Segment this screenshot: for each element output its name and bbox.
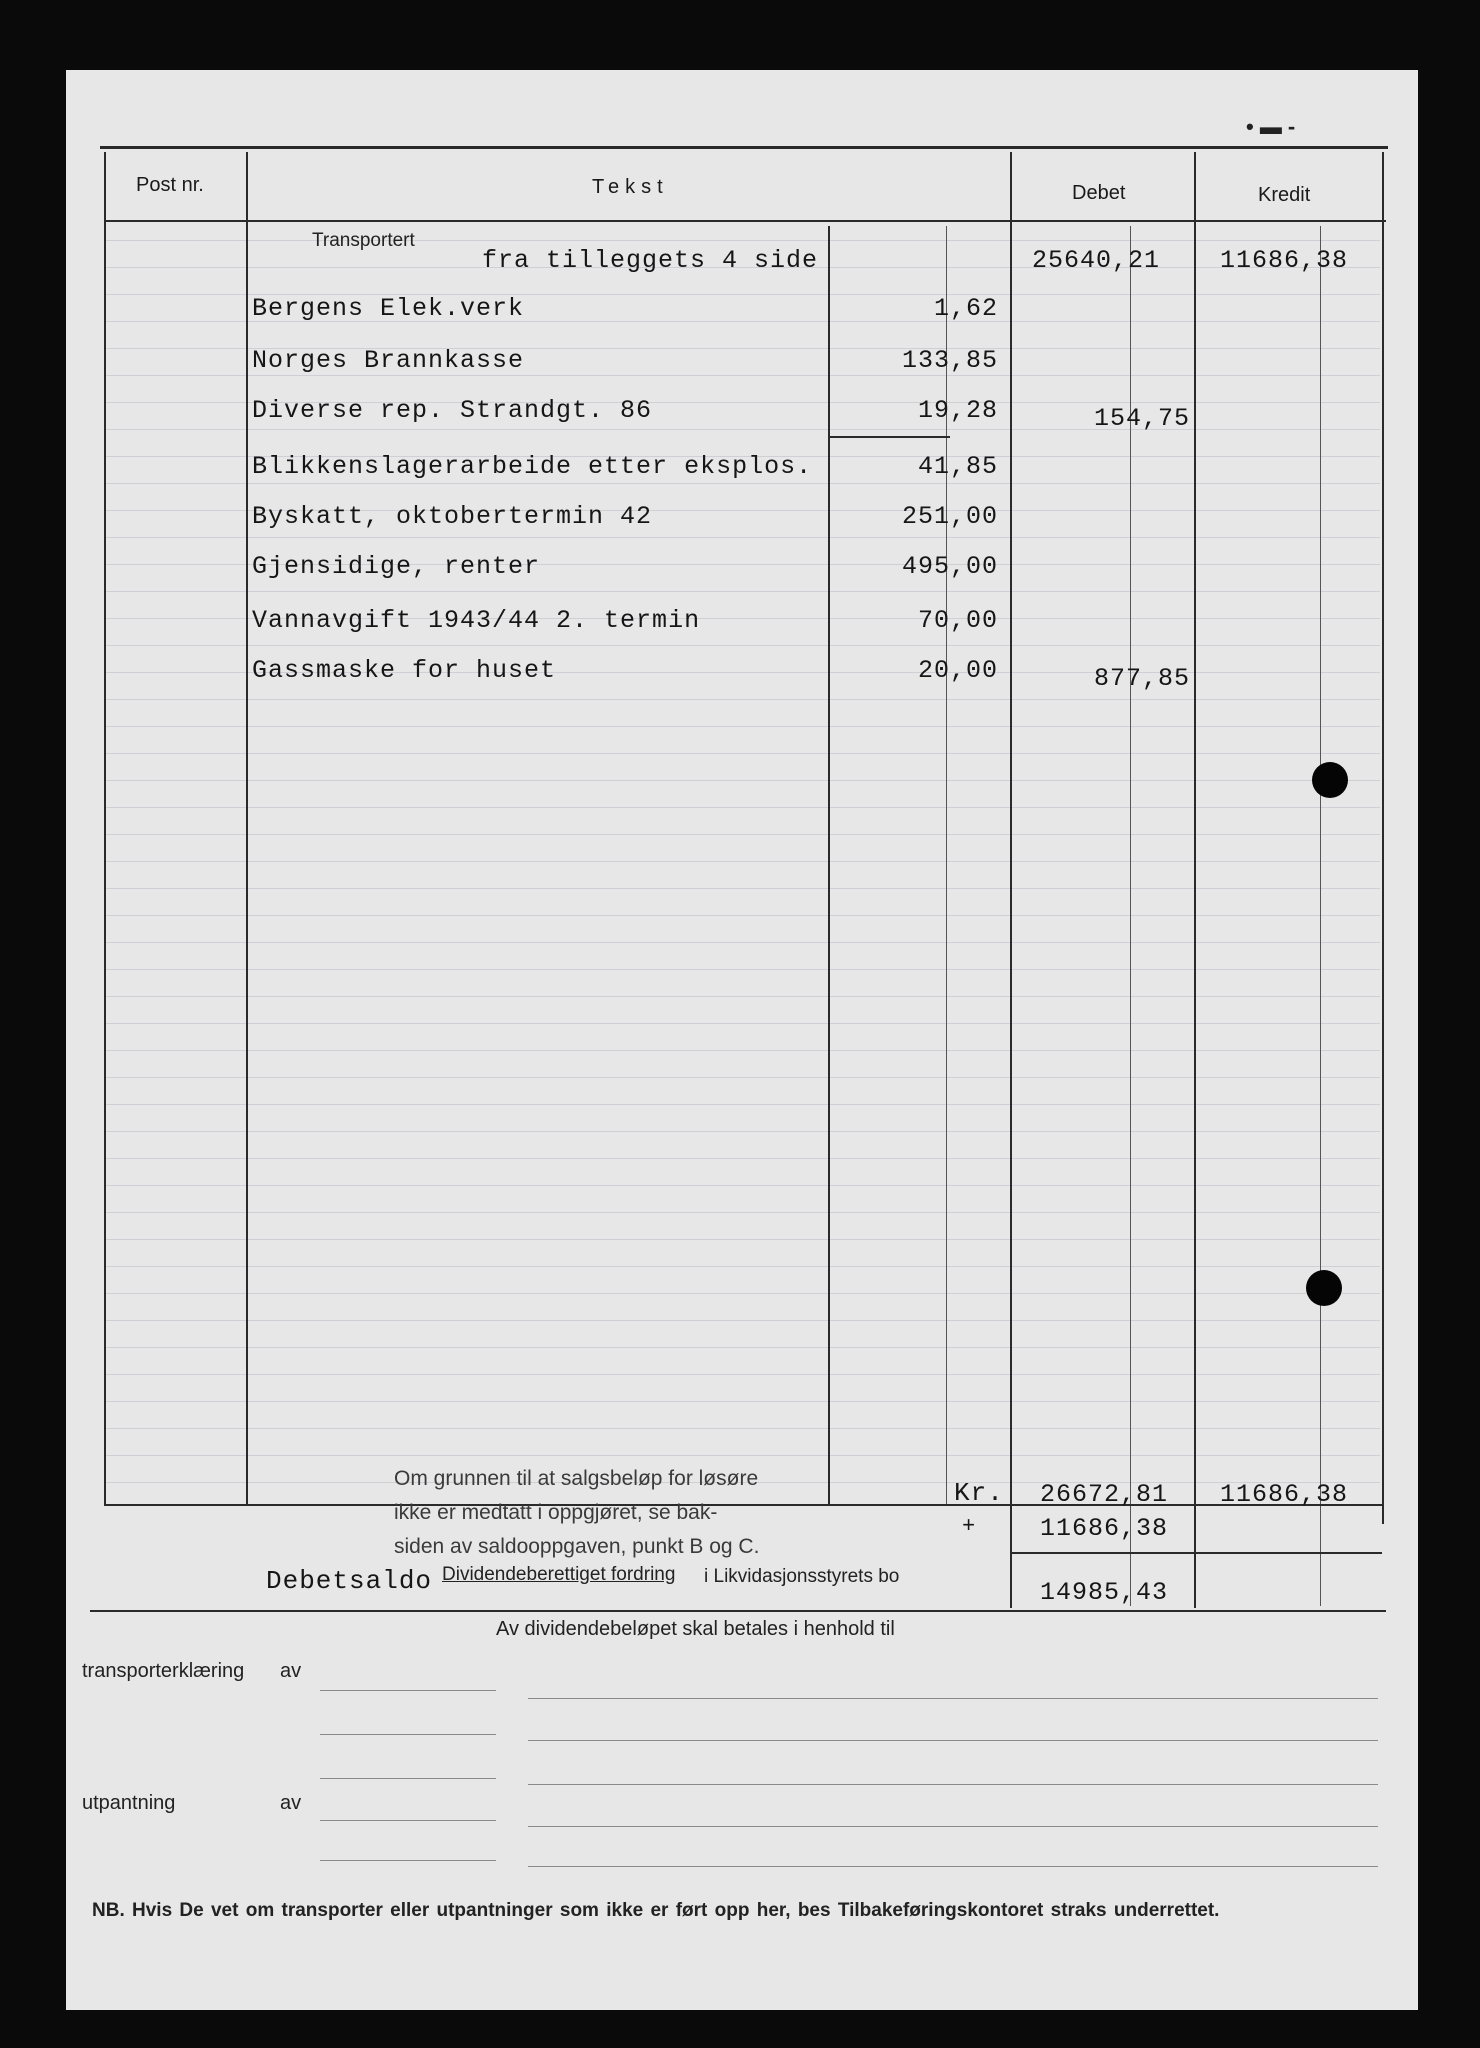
entry-amount: 20,00 (917, 656, 998, 685)
transport-kredit: 11686,38 (1219, 246, 1348, 275)
ruled-line (104, 483, 1380, 484)
blank-line (320, 1860, 496, 1861)
blank-line (528, 1866, 1378, 1867)
ruled-line (104, 807, 1380, 808)
header-tekst: Tekst (592, 176, 669, 198)
saldo-label: Debetsaldo (266, 1566, 433, 1596)
ruled-line (104, 1104, 1380, 1105)
blank-line (320, 1778, 496, 1779)
punch-hole (1312, 762, 1348, 798)
entry-amount: 133,85 (901, 346, 998, 375)
blank-line (528, 1740, 1378, 1741)
note-text (394, 1462, 759, 1564)
blank-line (320, 1734, 496, 1735)
dividend-instruction: Av dividendebeløpet skal betales i henhold til (496, 1618, 895, 1640)
entry-subtotal: 877,85 (1093, 664, 1190, 693)
ruled-line (104, 1158, 1380, 1159)
debet-decimal-line (1130, 226, 1131, 1606)
ruled-line (104, 888, 1380, 889)
ruled-line (104, 645, 1380, 646)
ruled-line (104, 726, 1380, 727)
transport-declaration-label: transporterklæring (82, 1660, 245, 1682)
nb-footnote: NB. Hvis De vet om transporter eller utpantninger som ikke er ført opp her, bes Tilbakeføringskontoret straks underrettet. (92, 1900, 1220, 1921)
ruled-line (104, 753, 1380, 754)
entry-text: Gassmaske for huset (252, 656, 557, 685)
transport-label: Transportert (312, 230, 415, 251)
ruled-line (104, 1428, 1380, 1429)
transport-av-label: av (280, 1660, 302, 1682)
ledger-page (66, 70, 1418, 2010)
subtract-kredit: 11686,38 (1039, 1514, 1168, 1543)
ruled-line (104, 1401, 1380, 1402)
entry-text: Diverse rep. Strandgt. 86 (252, 396, 653, 425)
total-debet: 26672,81 (1039, 1480, 1168, 1509)
saldo-amount: 14985,43 (1039, 1578, 1168, 1607)
debet-col-line (1010, 152, 1012, 1608)
entry-amount: 1,62 (933, 294, 998, 323)
distraint-av-label: av (280, 1792, 302, 1814)
kredit-decimal-line (1320, 226, 1321, 1606)
saldo-bottom-line (90, 1610, 1386, 1612)
ruled-line (104, 861, 1380, 862)
distraint-label: utpantning (82, 1792, 176, 1814)
entry-amount: 495,00 (901, 552, 998, 581)
right-border (1382, 152, 1384, 1524)
ruled-line (104, 942, 1380, 943)
ruled-line (104, 699, 1380, 700)
ruled-line (104, 1023, 1380, 1024)
ruled-line (104, 996, 1380, 997)
ruled-line (104, 780, 1380, 781)
blank-line (320, 1820, 496, 1821)
entry-amount: 70,00 (917, 606, 998, 635)
top-corner-mark: • ▬ - (1246, 114, 1296, 139)
blank-line (528, 1698, 1378, 1699)
post-col-line (246, 152, 248, 1504)
ruled-line (104, 1131, 1380, 1132)
dividend-claim-label: Dividendeberettiget fordring (442, 1564, 676, 1585)
ruled-line (104, 591, 1380, 592)
entry-text: Gjensidige, renter (252, 552, 541, 581)
subtotal-underline (830, 436, 950, 438)
ruled-line (104, 375, 1380, 376)
ruled-line (104, 1455, 1380, 1456)
ruled-line (104, 1347, 1380, 1348)
ruled-line (104, 915, 1380, 916)
ruled-line (104, 240, 1380, 241)
ruled-line (104, 537, 1380, 538)
ruled-line (104, 1239, 1380, 1240)
entry-text: Byskatt, oktobertermin 42 (252, 502, 653, 531)
total-kredit: 11686,38 (1219, 1480, 1348, 1509)
entry-text: Bergens Elek.verk (252, 294, 525, 323)
currency-label: Kr. (954, 1478, 1004, 1508)
transport-debet: 25640,21 (1031, 246, 1160, 275)
entry-text: Norges Brannkasse (252, 346, 525, 375)
estate-label: i Likvidasjonsstyrets bo (704, 1566, 900, 1587)
blank-line (528, 1826, 1378, 1827)
blank-line (320, 1690, 496, 1691)
ruled-line (104, 834, 1380, 835)
header-debet: Debet (1072, 182, 1126, 204)
note-line-1: Om grunnen til at salgsbeløp for løsøre (394, 1467, 759, 1490)
ruled-line (104, 1266, 1380, 1267)
note-line-2: ikke er medtatt i oppgjøret, se bak- (394, 1501, 718, 1524)
ruled-line (104, 1077, 1380, 1078)
header-kredit: Kredit (1258, 184, 1311, 206)
left-border (104, 152, 106, 1504)
entry-text: Blikkenslagerarbeide etter eksplos. (252, 452, 813, 481)
top-border (100, 146, 1388, 149)
ruled-line (104, 1320, 1380, 1321)
ruled-line (104, 1374, 1380, 1375)
header-post-nr: Post nr. (136, 174, 204, 196)
ruled-line (104, 1050, 1380, 1051)
totals-separator (1010, 1552, 1382, 1554)
entry-amount: 41,85 (917, 452, 998, 481)
kredit-col-line (1194, 152, 1196, 1608)
entry-subtotal: 154,75 (1093, 404, 1190, 433)
entry-text: Vannavgift 1943/44 2. termin (252, 606, 701, 635)
transport-text: fra tilleggets 4 side (482, 246, 819, 275)
entry-amount: 251,00 (901, 502, 998, 531)
entry-amount: 19,28 (917, 396, 998, 425)
ruled-line (104, 969, 1380, 970)
ruled-line (104, 1185, 1380, 1186)
ruled-line (104, 1293, 1380, 1294)
punch-hole (1306, 1270, 1342, 1306)
note-line-3: siden av saldooppgaven, punkt B og C. (394, 1535, 760, 1558)
ruled-line (104, 1212, 1380, 1213)
blank-line (528, 1784, 1378, 1785)
minus-sign: + (962, 1514, 977, 1539)
